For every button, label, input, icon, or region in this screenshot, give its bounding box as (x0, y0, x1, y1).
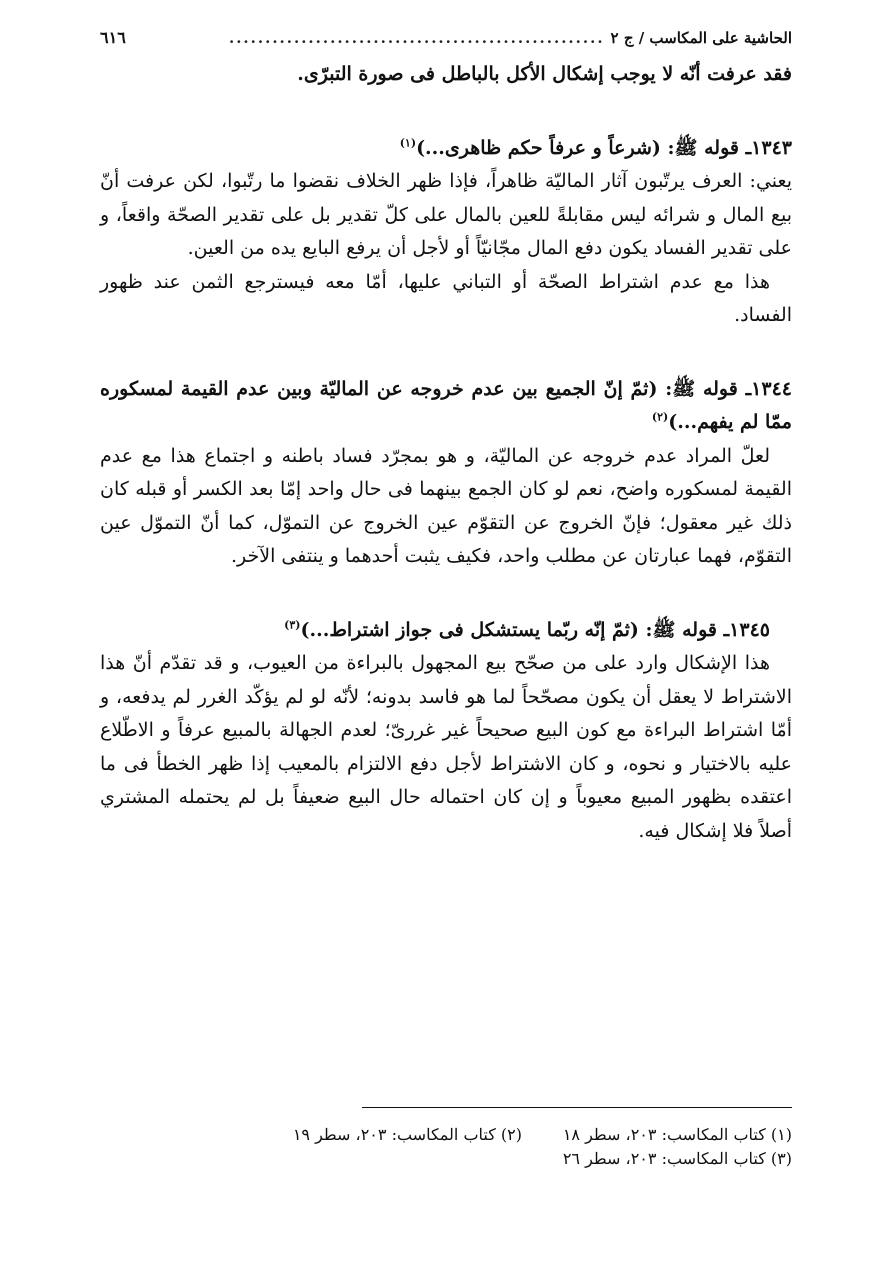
footnote-1: (١) كتاب المكاسب: ٢٠٣، سطر ١٨ (562, 1125, 792, 1144)
footnote-separator (362, 1107, 792, 1108)
section-heading-text-1345: ـ قوله ﷺ: (ثمّ إنّه ربّما يستشكل فى جواز اشتراط...) (300, 618, 730, 641)
section-heading-text-1343: ـ قوله ﷺ: (شرعاً و عرفاً حكم ظاهرى...) (416, 136, 752, 159)
running-head (100, 28, 792, 58)
document-page (100, 28, 792, 1248)
section-number-1344: ١٣٤٤ (751, 377, 792, 400)
footnote-ref-1: (١) (399, 136, 417, 150)
footnote-ref-3: (٣) (284, 618, 301, 632)
paragraph-1344-a: لعلّ المراد عدم خروجه عن الماليّة، و هو بمجرّد فساد باطنه و اجتماع هذا مع عدم القيمة لمسكوره واضح، نعم لو كان الجمع بينهما فى حال واحد إمّا بعد الكسر أو قبله كان ذلك غير معقول؛ فإنّ الخروج عن التقوّم عين الخروج عن التموّل، كما أنّ التموّل عين التقوّم، فهما عبارتان عن مطلب واحد، فكيف يثبت أحدهما و ينتفى الآخر. (100, 444, 792, 567)
section-heading-1345 (100, 614, 792, 648)
section-heading-text-1344: ـ قوله ﷺ: (ثمّ إنّ الجميع بين عدم خروجه عن الماليّة وبين عدم القيمة لمسكوره ممّا لم يفهم...) (100, 377, 792, 433)
paragraph-1343-a: يعني: العرف يرتّبون آثار الماليّة ظاهراً، فإذا ظهر الخلاف نقضوا ما رتّبوا، لكن عرفت أنّ بيع المال و شرائه ليس مقابلةً للعين بالمال على كلّ تقدير بل على تقدير الصحّة واقعاً، و على تقدير الفساد يكون دفع المال مجّانيّاً أو لأجل أن يرفع البايع يده من العين. (100, 170, 792, 259)
section-number-1343: ١٣٤٣ (751, 136, 792, 159)
footnotes (100, 1123, 792, 1171)
footnote-2: (٢) كتاب المكاسب: ٢٠٣، سطر ١٩ (292, 1125, 522, 1144)
section-heading-1344 (100, 373, 792, 440)
running-head-leader-dots: .................................................... (228, 29, 605, 47)
section-heading-1343 (100, 132, 792, 166)
footnote-3: (٣) كتاب المكاسب: ٢٠٣، سطر ٢٦ (562, 1149, 792, 1168)
paragraph-1345-a: هذا الإشكال وارد على من صحّح بيع المجهول بالبراءة من العيوب، و قد تقدّم أنّ هذا الاشتراط لا يعقل أن يكون مصحّحاً لما هو فاسد بدونه؛ لأنّه لو لم يؤكّد الغرر لم يدفعه، و أمّا اشتراط البراءة مع كون البيع صحيحاً غير غررىّ؛ لعدم الجهالة بالمبيع عرفاً و الاطّلاع عليه بالاختيار و نحوه، و كان الاشتراط لأجل دفع الالتزام بالمعيب إذا ظهر الخطأ فى ما اعتقده بظهور المبيع معيوباً و إن كان احتماله حال البيع ضعيفاً بل لم يحتمله المشتري أصلاً فلا إشكال فيه. (100, 652, 792, 842)
intro-paragraph: فقد عرفت أنّه لا يوجب إشكال الأكل بالباطل فى صورة التبرّى. (297, 63, 792, 85)
footnote-ref-2: (٢) (651, 410, 669, 424)
paragraph-1343-b: هذا مع عدم اشتراط الصحّة أو التباني عليها، أمّا معه فيسترجع الثمن عند ظهور الفساد. (100, 270, 792, 326)
section-number-1345: ١٣٤٥ (729, 618, 770, 641)
running-head-title: الحاشية على المكاسب / ج ۲ (610, 29, 792, 47)
footnote-row (100, 1123, 792, 1147)
page-number: ٦١٦ (100, 28, 126, 47)
footnote-row (100, 1147, 792, 1171)
